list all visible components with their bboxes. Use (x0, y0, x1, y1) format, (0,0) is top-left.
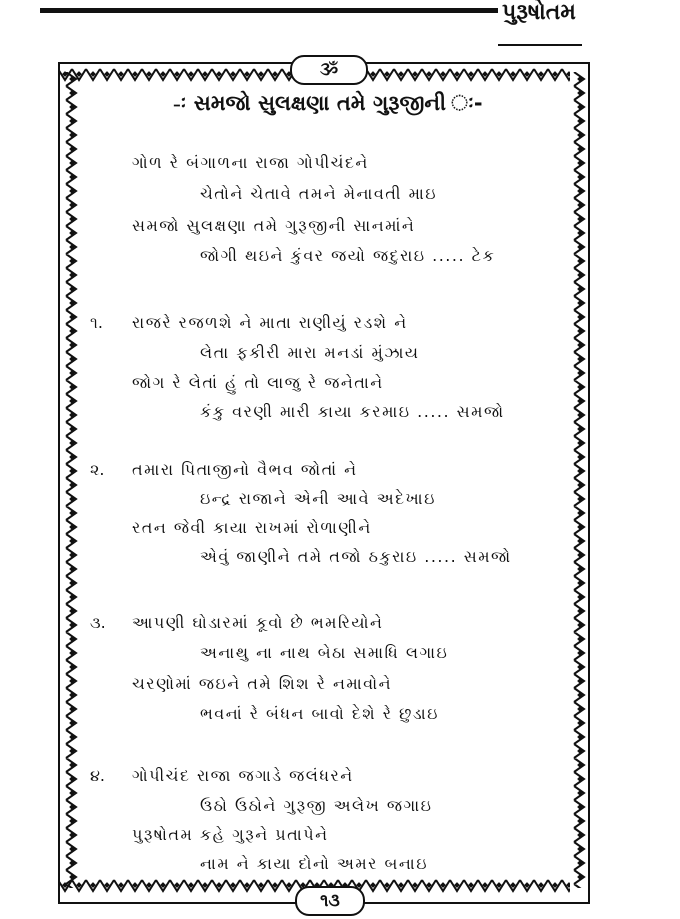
stanza-line: અનાથુ ના નાથ બેઠા સમાધિ લગાઇ (200, 643, 449, 662)
stanza-number: ૨. (90, 460, 105, 479)
stanza-line: આપણી ઘોડારમાં કૂવો છે ભમરિયોને (132, 613, 384, 632)
stanza-number: ૧. (90, 313, 103, 332)
stanza-line: પુરૂષોતમ કહે ગુરૂને પ્રતાપેને (132, 825, 329, 844)
stanza-number: ૩. (90, 613, 106, 632)
poem-title: -ઃ સમજો સુલક્ષણા તમે ગુરૂજીની ઃ- (173, 91, 483, 115)
stanza-line: કંકુ વરણી મારી કાયા કરમાઇ ..... સમજો (200, 402, 505, 421)
stanza-number: ૪. (90, 766, 106, 785)
header-underline (498, 44, 582, 46)
stanza-line: તમારા પિતાજીનો વૈભવ જોતાં ને (132, 460, 358, 479)
stanza-line: રાજરે રજળશે ને માતા રાણીયું રડશે ને (132, 313, 408, 332)
stanza-line: ઇન્દ્ર રાજાને એની આવે અદેખાઇ (200, 489, 436, 508)
om-symbol: ૐ (290, 55, 368, 85)
refrain-line-3: સમજો સુલક્ષણા તમે ગુરૂજીની સાનમાંને (132, 216, 416, 235)
stanza-line: એવું જાણીને તમે તજો ઠકુરાઇ ..... સમજો (200, 547, 512, 566)
stanza-line: ઉઠો ઉઠોને ગુરૂજી અલેખ જગાઇ (200, 796, 433, 815)
stanza-line: રતન જેવી કાયા રાખમાં રોળાણીને (132, 518, 372, 537)
ornamental-border-left (64, 72, 78, 888)
refrain-line-2: ચેતોને ચેતાવે તમને મેનાવતી માઇ (200, 184, 438, 203)
stanza-line: લેતા ફકીરી મારા મનડાં મુંઝાય (200, 343, 420, 362)
running-header-title: પુરૂષોતમ (502, 0, 576, 25)
ornamental-border-right (572, 72, 586, 888)
stanza-line: ગોપીચંદ રાજા જગાડે જલંધરને (132, 766, 354, 785)
stanza-line: ચરણોમાં જઇને તમે શિશ રે નમાવોને (132, 674, 393, 693)
stanza-line: નામ ને કાયા દોનો અમર બનાઇ (200, 854, 429, 873)
refrain-line-4: જોગી થઇને કુંવર જયો જદુરાઇ ..... ટેક (200, 246, 496, 265)
page-number: ૧૩ (295, 886, 365, 916)
header-rule (40, 8, 498, 13)
stanza-line: જોગ રે લેતાં હું તો લાજુ રે જનેતાને (132, 373, 384, 392)
stanza-line: ભવનાં રે બંધન બાવો દેશે રે છુડાઇ (200, 704, 439, 723)
refrain-line-1: ગોળ રે બંગાળના રાજા ગોપીચંદને (132, 153, 369, 172)
